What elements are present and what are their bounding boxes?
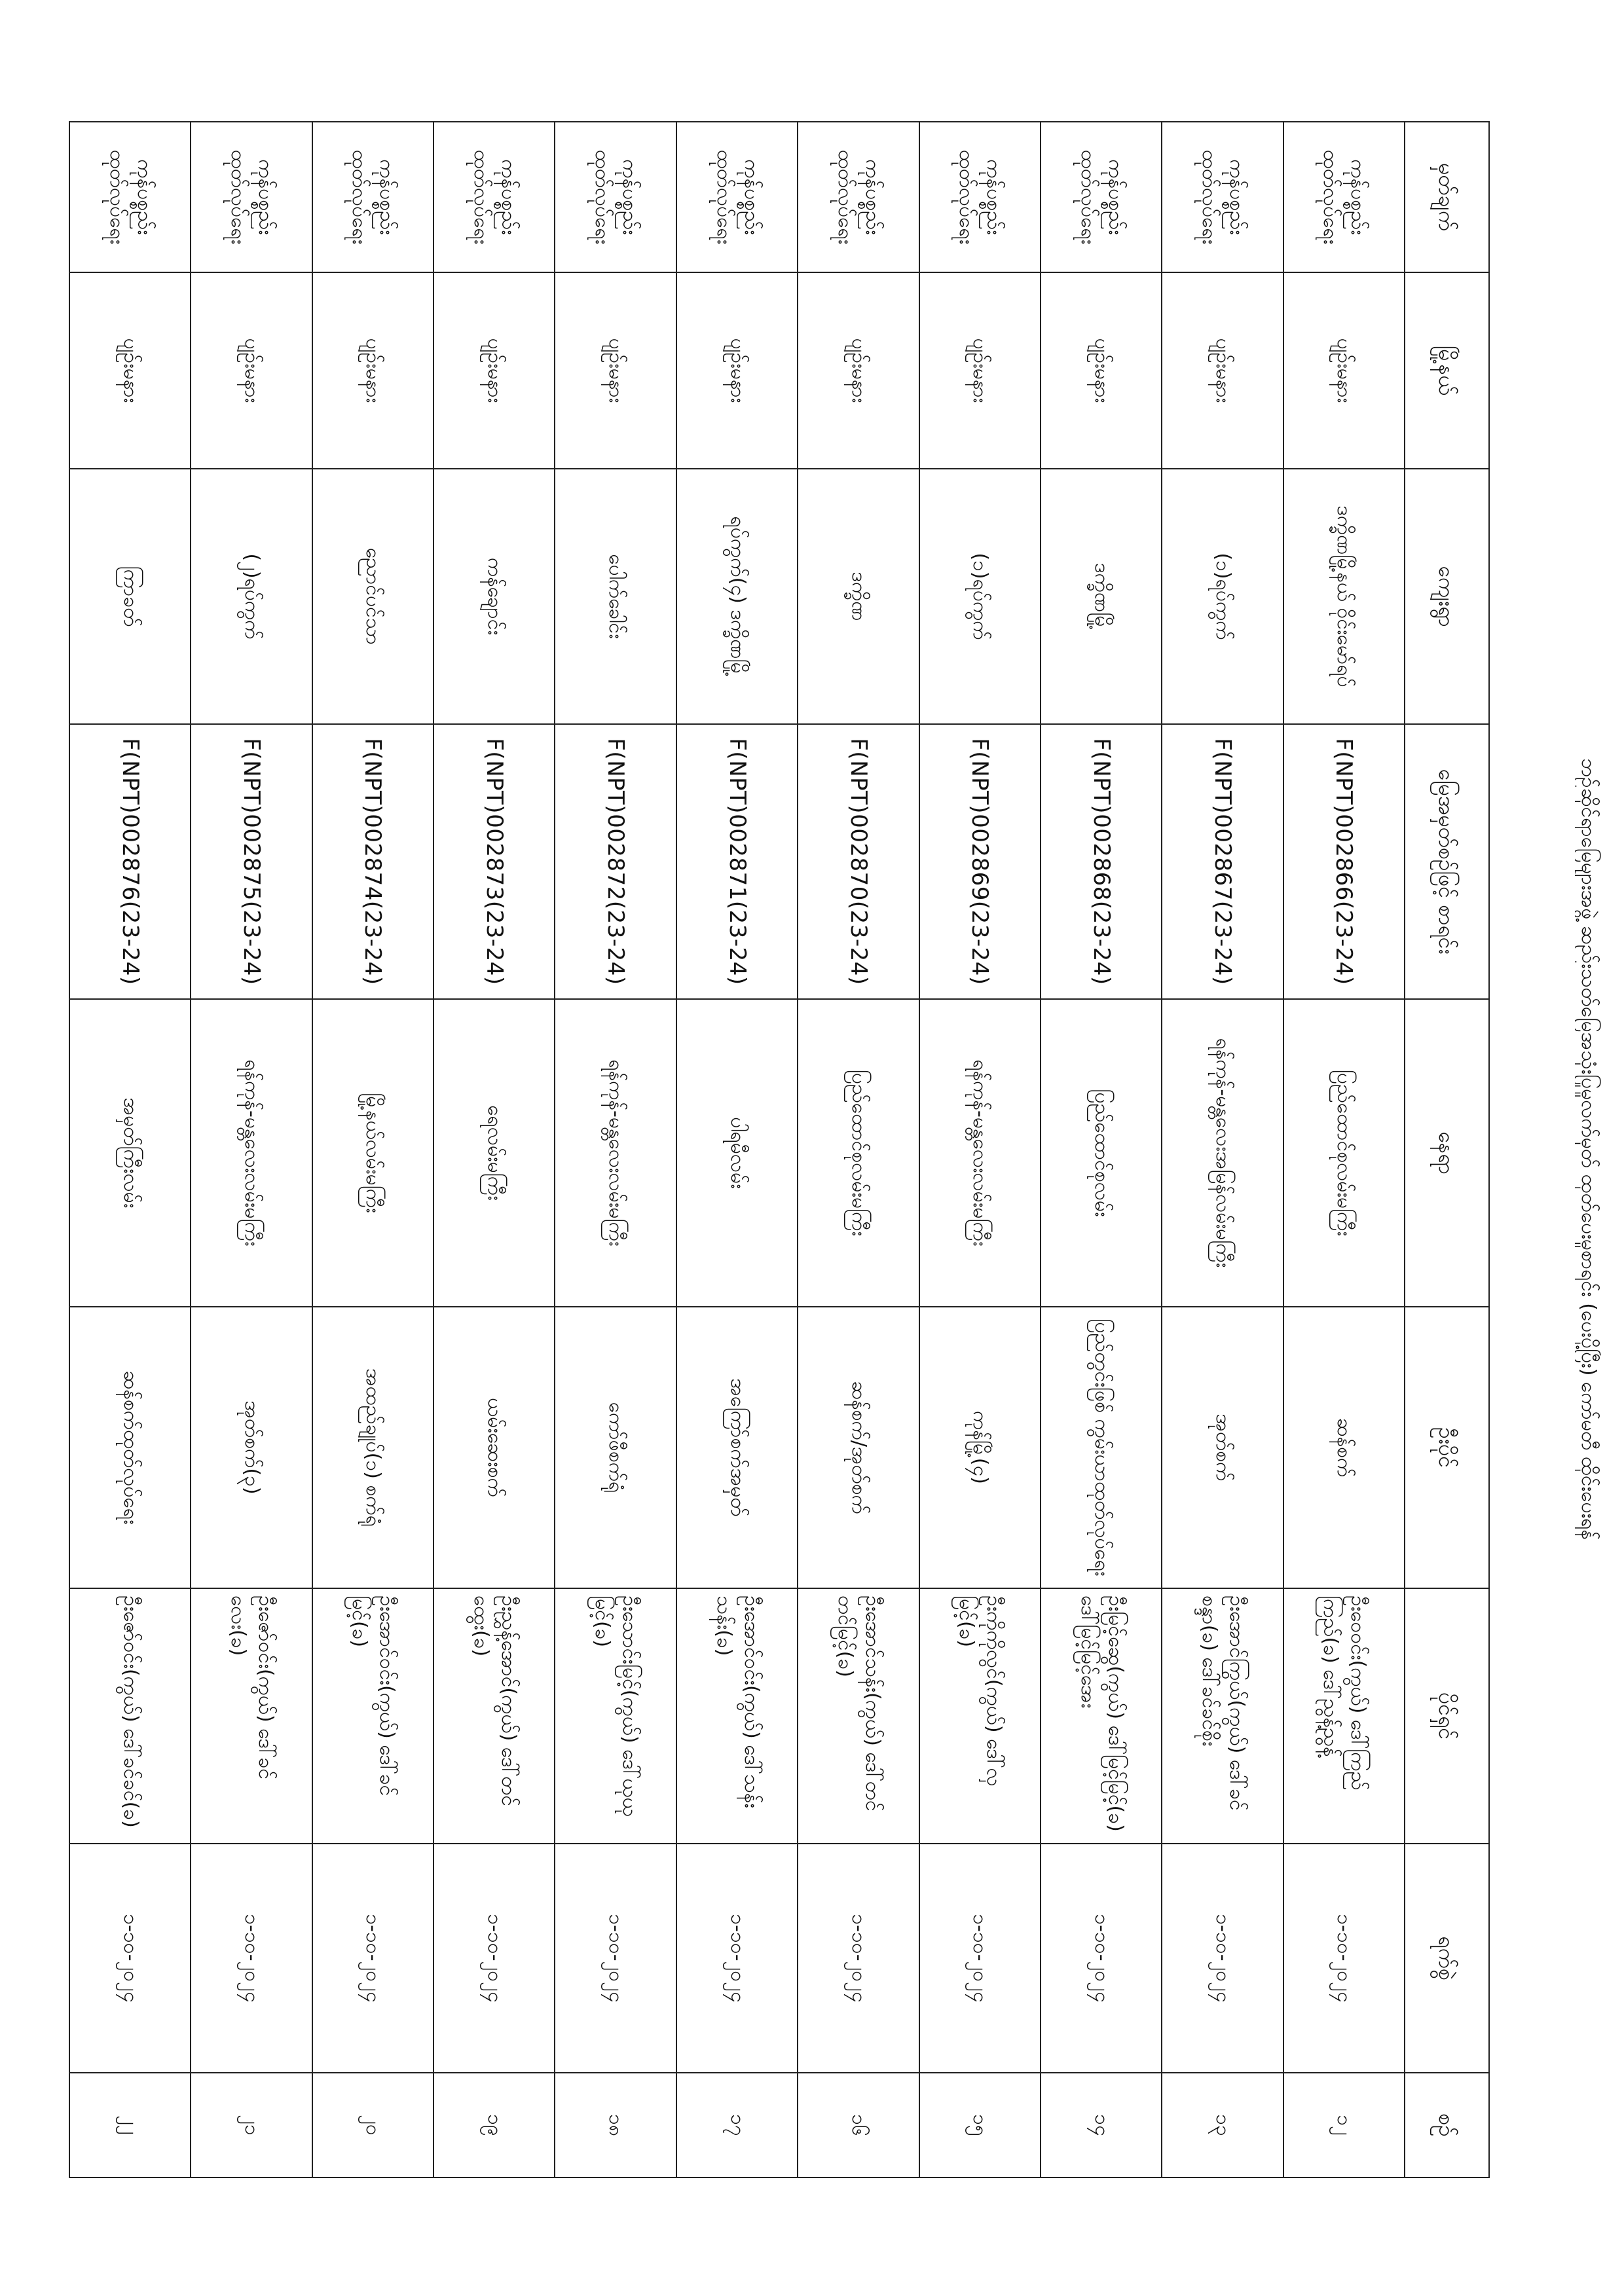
holding-cell: အထည်ချုပ်(၁) စက်ရုံ bbox=[312, 1307, 434, 1588]
table-row bbox=[676, 122, 798, 2178]
ward-cell: (၂)ရပ်ကွက် bbox=[191, 469, 312, 724]
registry-table bbox=[69, 121, 1490, 2178]
ward-cell: ဒက္ခိဏမြို့ bbox=[1041, 469, 1162, 724]
date-cell: ၁-၁၀-၂၀၂၄ bbox=[798, 1844, 919, 2073]
owner-cell: ဦးအောင်ကြွယ်(ကွယ်) ဒေါ်ခင်စန္ဒာ(ခ) ဒေါ်ခင်ခင်စိုး bbox=[1162, 1588, 1283, 1844]
date-cell: ၁-၁၀-၂၀၂၄ bbox=[191, 1844, 312, 2073]
header-location: နေရာ bbox=[1405, 999, 1489, 1307]
location-cell: ပြည်ထောင်စုလမ်းမကြီး bbox=[1283, 999, 1405, 1307]
table-row bbox=[69, 122, 191, 2178]
township-cell: ပျဉ်းမနား bbox=[919, 272, 1041, 469]
township-cell: ပျဉ်းမနား bbox=[798, 272, 919, 469]
owner-cell: ဦးညွှန့်အောင်(ကွယ်) ဒေါ်တင်ထွေး(ခ) bbox=[434, 1588, 555, 1844]
record-cell: F(NPT)002870(23-24) bbox=[798, 724, 919, 999]
township-cell: ပျဉ်းမနား bbox=[1162, 272, 1283, 469]
row-number-cell: ၁၆ bbox=[798, 2073, 919, 2178]
table-row bbox=[312, 122, 434, 2178]
header-row bbox=[1405, 122, 1489, 2178]
holding-cell: အကြော်စက်အမှတ် bbox=[676, 1307, 798, 1588]
remarks-cell: ကုန်ပစ္စည်းထုတ်လုပ်ရေး bbox=[555, 122, 676, 272]
row-number-cell: ၁၃ bbox=[1162, 2073, 1283, 2178]
location-cell: ရန်ကုန်-မန္တလေးလမ်းမကြီး bbox=[555, 999, 676, 1307]
remarks-cell: ကုန်ပစ္စည်းထုတ်လုပ်ရေး bbox=[191, 122, 312, 272]
record-cell: F(NPT)002876(23-24) bbox=[69, 724, 191, 999]
owner-cell: ဦးဝေဝင်း(ကွယ်) ဒေါ်ကြည်ကြည်(ခ) ဒေါ်ညွန့်ညွန့် bbox=[1283, 1588, 1405, 1844]
remarks-cell: ကုန်ပစ္စည်းထုတ်လုပ်ရေး bbox=[676, 122, 798, 272]
ward-cell: ဒက္ခိဏ bbox=[798, 469, 919, 724]
record-cell: F(NPT)002869(23-24) bbox=[919, 724, 1041, 999]
holding-cell: ဆန်စက်/အုတ်စက် bbox=[798, 1307, 919, 1588]
remarks-cell: ကုန်ပစ္စည်းထုတ်လုပ်ရေး bbox=[1283, 122, 1405, 272]
owner-cell: ဦးသောင်းမြင့်(ကွယ်) ဒေါ်ယုယုမြင့်(ခ) bbox=[555, 1588, 676, 1844]
location-cell: ပြည်ထောင်စုလမ်း bbox=[1041, 999, 1162, 1307]
header-date: ရက်စွဲ bbox=[1405, 1844, 1489, 2073]
remarks-cell: ကုန်ပစ္စည်းထုတ်လုပ်ရေး bbox=[1041, 122, 1162, 272]
owner-cell: ဦးကိုကိုလွင်(ကွယ်) ဒေါ်လှမြင့်(ခ) bbox=[919, 1588, 1041, 1844]
remarks-cell: ကုန်ပစ္စည်းထုတ်လုပ်ရေး bbox=[312, 122, 434, 272]
table-row bbox=[919, 122, 1041, 2178]
date-cell: ၁-၁၀-၂၀၂၄ bbox=[434, 1844, 555, 2073]
township-cell: ပျဉ်းမနား bbox=[1283, 272, 1405, 469]
table-row bbox=[434, 122, 555, 2178]
township-cell: ပျဉ်းမနား bbox=[312, 272, 434, 469]
township-cell: ပျဉ်းမနား bbox=[1041, 272, 1162, 469]
row-number-cell: ၂၀ bbox=[312, 2073, 434, 2178]
row-number-cell: ၁၈ bbox=[555, 2073, 676, 2178]
header-holding: ဦးပိုင် bbox=[1405, 1307, 1489, 1588]
date-cell: ၁-၁၀-၂၀၂၄ bbox=[312, 1844, 434, 2073]
township-cell: ပျဉ်းမနား bbox=[191, 272, 312, 469]
ward-cell: ညောင်ပင်သာ bbox=[312, 469, 434, 724]
holding-cell: ဆန်စက်ထုတ်လုပ်ရေး bbox=[69, 1307, 191, 1588]
record-cell: F(NPT)002873(23-24) bbox=[434, 724, 555, 999]
location-cell: အမှတ်ကြီးလမ်း bbox=[69, 999, 191, 1307]
date-cell: ၁-၁၀-၂၀၂၄ bbox=[676, 1844, 798, 2073]
holding-cell: ယမ်းဆေးစက် bbox=[434, 1307, 555, 1588]
record-cell: F(NPT)002868(23-24) bbox=[1041, 724, 1162, 999]
row-number-cell: ၂၂ bbox=[69, 2073, 191, 2178]
record-cell: F(NPT)002874(23-24) bbox=[312, 724, 434, 999]
date-cell: ၁-၁၀-၂၀၂၄ bbox=[69, 1844, 191, 2073]
location-cell: ရန်ကုန်-မန္တလေးလမ်းမကြီး bbox=[919, 999, 1041, 1307]
owner-cell: ဦးဇော်ဝင်း(ကွယ်) ဒေါ်ခင်ခင်(ခ) bbox=[69, 1588, 191, 1844]
remarks-cell: ကုန်ပစ္စည်းထုတ်လုပ်ရေး bbox=[919, 122, 1041, 272]
remarks-cell: ကုန်ပစ္စည်းထုတ်လုပ်ရေး bbox=[69, 122, 191, 272]
ward-cell: ကြာခတ် bbox=[69, 469, 191, 724]
holding-cell: ဆန်စက် bbox=[1283, 1307, 1405, 1588]
header-remarks: မှတ်ချက် bbox=[1405, 122, 1489, 272]
row-number-cell: ၁၉ bbox=[434, 2073, 555, 2178]
date-cell: ၁-၁၀-၂၀၂၄ bbox=[919, 1844, 1041, 2073]
row-number-cell: ၁၂ bbox=[1283, 2073, 1405, 2178]
document-title: ဘဉ်ဆိုင်ရာမြေများအဖွဲ့ ဆည်းသတ်မြေအသုံးပြုမှုလက်မှတ် ထုတ်ပေးမှုစာရင်း (ပေးပို့ပြီး) ကော်မတီ ထိုင်းပေးရန် bbox=[1577, 758, 1600, 1540]
holding-cell: ကော်ဖီစက်ရုံ bbox=[555, 1307, 676, 1588]
holding-cell: ကုန်မြို့(၄) bbox=[919, 1307, 1041, 1588]
header-ward: ကျေးရွာ bbox=[1405, 469, 1489, 724]
record-cell: F(NPT)002871(23-24) bbox=[676, 724, 798, 999]
ward-cell: ပေါက်ခေါင်း bbox=[555, 469, 676, 724]
location-cell: ရန်ကုန်-မန္တလေးလမ်းမကြီး bbox=[191, 999, 312, 1307]
owner-cell: ဦးမြင့်ဆွေ(ကွယ်) ဒေါ်မြင့်မြင့်(ခ) ဒေါ်မြင့်မြင့်အေး bbox=[1041, 1588, 1162, 1844]
header-record: မြေအမှတ်စဉ်ဖြင့် စာရင်း bbox=[1405, 724, 1489, 999]
table-row bbox=[191, 122, 312, 2178]
table-row bbox=[798, 122, 919, 2178]
ward-cell: (၁)ရပ်ကွက် bbox=[1162, 469, 1283, 724]
holding-cell: အုတ်စက်(၃) bbox=[191, 1307, 312, 1588]
table-row bbox=[555, 122, 676, 2178]
row-number-cell: ၁၅ bbox=[919, 2073, 1041, 2178]
ward-cell: ဒက္ခိဏမြို့နယ် ဝိုင်းမော်ရပ် bbox=[1283, 469, 1405, 724]
township-cell: ပျဉ်းမနား bbox=[555, 272, 676, 469]
header-owner: ပိုင်ရှင် bbox=[1405, 1588, 1489, 1844]
ward-cell: ရပ်ကွက်(၄) ဒက္ခိဏမြို့ bbox=[676, 469, 798, 724]
record-cell: F(NPT)002875(23-24) bbox=[191, 724, 312, 999]
location-cell: ပါရမီလမ်း bbox=[676, 999, 798, 1307]
remarks-cell: ကုန်ပစ္စည်းထုတ်လုပ်ရေး bbox=[434, 122, 555, 272]
header-no: စဉ် bbox=[1405, 2073, 1489, 2178]
header-township: မြို့နယ် bbox=[1405, 272, 1489, 469]
row-number-cell: ၁၄ bbox=[1041, 2073, 1162, 2178]
date-cell: ၁-၁၀-၂၀၂၄ bbox=[555, 1844, 676, 2073]
township-cell: ပျဉ်းမနား bbox=[676, 272, 798, 469]
record-cell: F(NPT)002866(23-24) bbox=[1283, 724, 1405, 999]
township-cell: ပျဉ်းမနား bbox=[69, 272, 191, 469]
remarks-cell: ကုန်ပစ္စည်းထုတ်လုပ်ရေး bbox=[1162, 122, 1283, 272]
holding-cell: ပြည်တွင်းဖြစ် ကွမ်းယာထုတ်လုပ်ရေး bbox=[1041, 1307, 1162, 1588]
location-cell: ပြည်ထောင်စုလမ်းမကြီး bbox=[798, 999, 919, 1307]
owner-cell: ဦးအောင်ဝင်း(ကွယ်) ဒေါ်သန်းသန်း(ခ) bbox=[676, 1588, 798, 1844]
date-cell: ၁-၁၀-၂၀၂၄ bbox=[1283, 1844, 1405, 2073]
location-cell: ရန်ကုန်-မန္တလေးအမြန်လမ်းမကြီး bbox=[1162, 999, 1283, 1307]
ward-cell: ကန်ချောင်း bbox=[434, 469, 555, 724]
record-cell: F(NPT)002872(23-24) bbox=[555, 724, 676, 999]
row-number-cell: ၂၁ bbox=[191, 2073, 312, 2178]
holding-cell: အုတ်စက် bbox=[1162, 1307, 1283, 1588]
remarks-cell: ကုန်ပစ္စည်းထုတ်လုပ်ရေး bbox=[798, 122, 919, 272]
table-row bbox=[1041, 122, 1162, 2178]
location-cell: မြို့နယ်လမ်းမကြီး bbox=[312, 999, 434, 1307]
date-cell: ၁-၁၀-၂၀၂၄ bbox=[1162, 1844, 1283, 2073]
record-cell: F(NPT)002867(23-24) bbox=[1162, 724, 1283, 999]
township-cell: ပျဉ်းမနား bbox=[434, 272, 555, 469]
row-number-cell: ၁၇ bbox=[676, 2073, 798, 2178]
date-cell: ၁-၁၀-၂၀၂၄ bbox=[1041, 1844, 1162, 2073]
table-row bbox=[1162, 122, 1283, 2178]
ward-cell: (၁)ရပ်ကွက် bbox=[919, 469, 1041, 724]
owner-cell: ဦးအောင်ဝင်း(ကွယ်) ဒေါ်ခင်မြင့်(ခ) bbox=[312, 1588, 434, 1844]
table-row bbox=[1283, 122, 1405, 2178]
location-cell: ရေလမ်းမကြီး bbox=[434, 999, 555, 1307]
owner-cell: ဦးအောင်သန်း(ကွယ်) ဒေါ်တင်တင်မြင့်(ခ) bbox=[798, 1588, 919, 1844]
owner-cell: ဦးဇော်ဝင်း(ကွယ်) ဒေါ်ခင်လေး(ခ) bbox=[191, 1588, 312, 1844]
